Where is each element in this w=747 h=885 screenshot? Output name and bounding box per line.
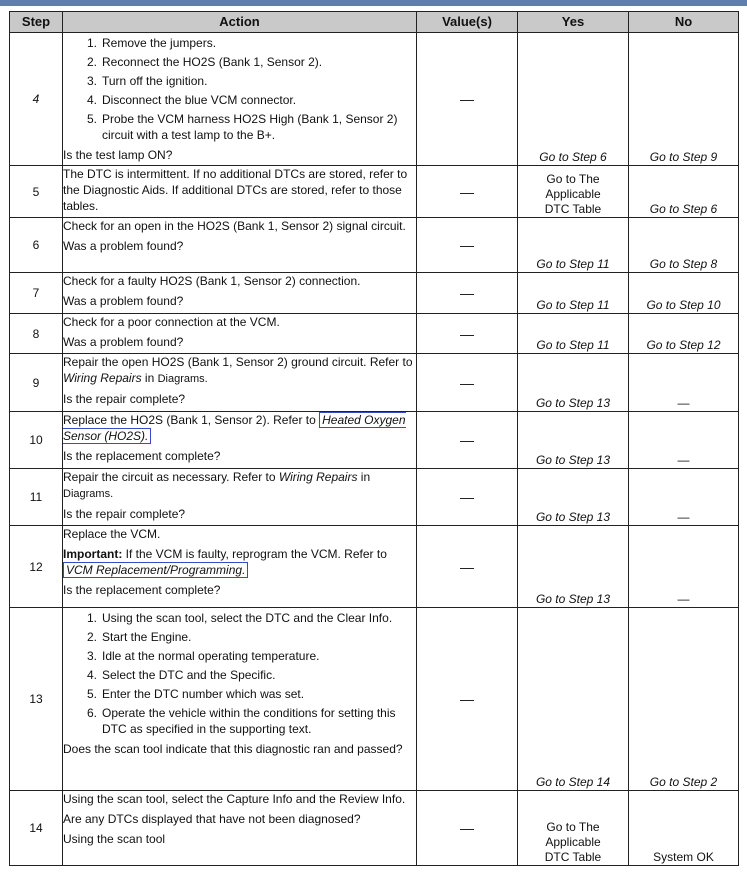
list-item: 2. Start the Engine. [86,630,192,644]
list-item: 4. Disconnect the blue VCM connector. [86,93,297,107]
no-link[interactable]: Go to Step 12 [629,314,739,354]
no-dash: — [629,412,739,469]
question-text: Is the test lamp ON? [63,148,173,162]
no-dash: — [629,469,739,526]
yes-link[interactable]: Go to Step 13 [518,354,629,412]
value-dash: — [417,33,518,166]
table-row [10,273,739,314]
question-text: Is the replacement complete? [63,583,221,597]
heated-oxygen-sensor-link[interactable]: Heated Oxygen Sensor (HO2S). [63,413,406,443]
action-cell: Replace the VCM. Important: If the VCM is faulty, reprogram the VCM. Refer to VCM Replacement/Programming. Is the replacement complete? [63,526,417,608]
no-link[interactable]: Go to Step 8 [629,218,739,273]
header-yes: Yes [518,12,629,33]
value-dash: — [417,608,518,791]
action-cell [63,608,417,791]
step-number: 4 [10,33,63,166]
step-number: 6 [10,218,63,273]
header-values: Value(s) [417,12,518,33]
yes-link[interactable]: Go to Step 13 [518,469,629,526]
yes-link[interactable]: Go to Step 11 [518,273,629,314]
yes-link[interactable]: Go to The Applicable DTC Table [518,166,629,218]
yes-link[interactable]: Go to Step 13 [518,526,629,608]
table-row [10,526,739,608]
value-dash: — [417,469,518,526]
no-dash: — [629,526,739,608]
table-row [10,218,739,273]
step-number: 10 [10,412,63,469]
action-cell [63,33,417,166]
step-number: 13 [10,608,63,791]
table-row [10,791,739,866]
header-row [10,12,739,33]
action-cell: Using the scan tool, select the Capture Info and the Review Info. Are any DTCs displayed that have not been diagnosed? Using the scan tool [63,791,417,866]
no-link[interactable]: Go to Step 10 [629,273,739,314]
table-row [10,33,739,166]
header-no: No [629,12,739,33]
yes-link[interactable]: Go to Step 6 [518,33,629,166]
action-cell: Replace the HO2S (Bank 1, Sensor 2). Refer to Heated Oxygen Sensor (HO2S). Is the replacement complete? [63,412,417,469]
important-label: Important: [63,547,123,561]
header-step: Step [10,12,63,33]
diagnostic-table [9,11,739,866]
step-number: 5 [10,166,63,218]
table-row [10,469,739,526]
list-item: 5. Enter the DTC number which was set. [86,687,305,701]
action-cell: Repair the circuit as necessary. Refer to Wiring Repairs in Diagrams. Is the repair complete? [63,469,417,526]
question-text: Is the repair complete? [63,392,186,406]
value-dash: — [417,354,518,412]
action-list [63,610,416,737]
value-dash: — [417,526,518,608]
list-item: 1. Remove the jumpers. [86,36,217,50]
header-action: Action [63,12,417,33]
value-dash: — [417,412,518,469]
action-cell: Check for a poor connection at the VCM. Was a problem found? [63,314,417,354]
question-text: Is the repair complete? [63,507,186,521]
question-text: Is the replacement complete? [63,449,221,463]
no-link[interactable]: Go to Step 2 [629,608,739,791]
question-text: Was a problem found? [63,239,184,253]
question-text: Was a problem found? [63,294,184,308]
question-text: Are any DTCs displayed that have not been diagnosed? [63,812,361,826]
table-row [10,608,739,791]
value-dash: — [417,166,518,218]
table-row [10,314,739,354]
action-list [63,35,416,143]
yes-link[interactable]: Go to Step 11 [518,218,629,273]
list-item: 3. Idle at the normal operating temperature. [86,649,320,663]
step-number: 11 [10,469,63,526]
no-link[interactable]: Go to Step 6 [629,166,739,218]
action-cell: Repair the open HO2S (Bank 1, Sensor 2) ground circuit. Refer to Wiring Repairs in Diagrams. Is the repair complete? [63,354,417,412]
question-text: Was a problem found? [63,335,184,349]
value-dash: — [417,218,518,273]
table-row [10,166,739,218]
yes-link[interactable]: Go to Step 13 [518,412,629,469]
action-cell: Check for an open in the HO2S (Bank 1, Sensor 2) signal circuit. Was a problem found? [63,218,417,273]
action-cell: Check for a faulty HO2S (Bank 1, Sensor 2) connection. Was a problem found? [63,273,417,314]
step-number: 8 [10,314,63,354]
top-border-bar [0,0,747,6]
no-dash: — [629,354,739,412]
step-number: 12 [10,526,63,608]
table-row [10,412,739,469]
step-number: 14 [10,791,63,866]
step-number: 7 [10,273,63,314]
list-item: 1. Using the scan tool, select the DTC and the Clear Info. [86,611,393,625]
value-dash: — [417,791,518,866]
yes-link[interactable]: Go to The Applicable DTC Table [518,791,629,866]
step-number: 9 [10,354,63,412]
no-link[interactable]: Go to Step 9 [629,33,739,166]
yes-link[interactable]: Go to Step 11 [518,314,629,354]
list-item: 5. Probe the VCM harness HO2S High (Bank 1, Sensor 2) circuit with a test lamp to the B+. [86,112,398,142]
action-cell: The DTC is intermittent. If no additional DTCs are stored, refer to the Diagnostic Aids. If additional DTCs are stored, refer to those tables. [63,166,417,218]
table-row [10,354,739,412]
list-item: 3. Turn off the ignition. [86,74,208,88]
no-result: System OK [629,791,739,866]
list-item: 6. Operate the vehicle within the conditions for setting this DTC as specified in the supporting text. [86,706,396,736]
vcm-replacement-link[interactable]: VCM Replacement/Programming. [63,562,248,578]
question-text-2: Using the scan tool [63,832,166,846]
yes-link[interactable]: Go to Step 14 [518,608,629,791]
question-text: Does the scan tool indicate that this diagnostic ran and passed? [63,742,403,756]
list-item: 4. Select the DTC and the Specific. [86,668,276,682]
value-dash: — [417,273,518,314]
list-item: 2. Reconnect the HO2S (Bank 1, Sensor 2). [86,55,323,69]
value-dash: — [417,314,518,354]
